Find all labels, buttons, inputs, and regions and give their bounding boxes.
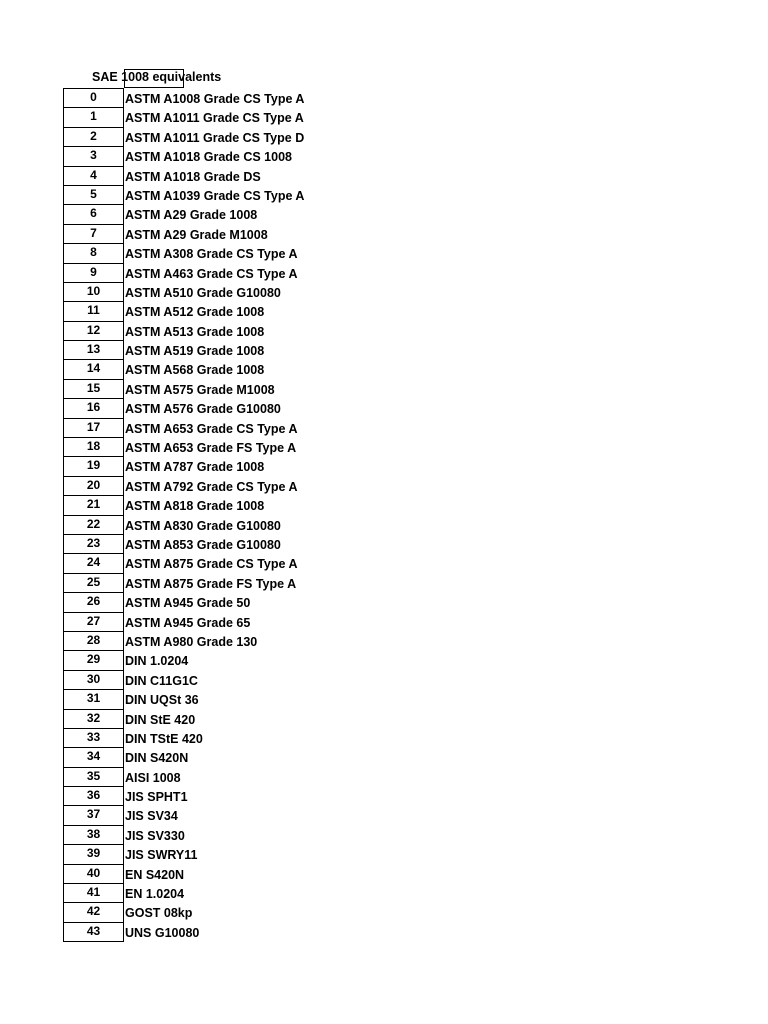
table-row xyxy=(63,805,363,824)
table-row xyxy=(63,437,363,456)
table-row xyxy=(63,612,363,631)
table-row xyxy=(63,573,363,592)
table-row xyxy=(63,340,363,359)
equivalent-name-cell[interactable]: ASTM A875 Grade FS Type A xyxy=(125,576,297,591)
equivalent-name-cell[interactable]: JIS SWRY11 xyxy=(125,848,198,863)
equivalent-name-cell[interactable]: ASTM A1008 Grade CS Type A xyxy=(125,92,305,106)
equivalent-name-cell[interactable]: ASTM A1011 Grade CS Type A xyxy=(125,111,304,126)
table-row xyxy=(63,185,363,204)
table-row xyxy=(63,88,363,107)
equivalent-name-cell[interactable]: ASTM A875 Grade CS Type A xyxy=(125,557,298,572)
equivalent-name-cell[interactable]: ASTM A945 Grade 65 xyxy=(125,615,251,630)
row-index-cell[interactable]: 31 xyxy=(63,689,124,709)
equivalent-name-cell[interactable]: DIN 1.0204 xyxy=(125,654,189,669)
table-row xyxy=(63,592,363,611)
row-index-cell[interactable]: 40 xyxy=(63,864,124,884)
equivalent-name-cell[interactable]: JIS SV34 xyxy=(125,809,178,824)
row-index-cell[interactable]: 30 xyxy=(63,670,124,690)
table-row xyxy=(63,204,363,223)
table-row xyxy=(63,146,363,165)
equivalent-name-cell[interactable]: ASTM A980 Grade 130 xyxy=(125,634,258,649)
equivalent-name-cell[interactable]: JIS SPHT1 xyxy=(125,790,188,805)
row-index-cell[interactable]: 17 xyxy=(63,418,124,438)
table-row xyxy=(63,767,363,786)
table-row xyxy=(63,359,363,378)
row-index-cell[interactable]: 29 xyxy=(63,650,124,670)
row-index-cell[interactable]: 23 xyxy=(63,534,124,554)
row-index-cell[interactable]: 39 xyxy=(63,844,124,864)
equivalent-name-cell[interactable]: ASTM A945 Grade 50 xyxy=(125,596,251,611)
row-index-cell[interactable]: 14 xyxy=(63,359,124,379)
table-row xyxy=(63,825,363,844)
table-row xyxy=(63,495,363,514)
equivalent-name-cell[interactable]: ASTM A512 Grade 1008 xyxy=(125,305,265,320)
table-row xyxy=(63,127,363,146)
row-index-cell[interactable]: 43 xyxy=(63,922,124,942)
row-index-cell[interactable]: 12 xyxy=(63,321,124,341)
row-index-cell[interactable]: 36 xyxy=(63,786,124,806)
equivalent-name-cell[interactable]: ASTM A1039 Grade CS Type A xyxy=(125,188,305,203)
row-index-cell[interactable]: 2 xyxy=(63,127,124,147)
row-index-cell[interactable]: 15 xyxy=(63,379,124,399)
table-row xyxy=(63,883,363,902)
equivalent-name-cell[interactable]: ASTM A1011 Grade CS Type D xyxy=(125,130,305,145)
equivalent-name-cell[interactable]: AISI 1008 xyxy=(125,770,181,785)
row-index-cell[interactable]: 21 xyxy=(63,495,124,515)
row-index-cell[interactable]: 42 xyxy=(63,902,124,922)
row-index-cell[interactable]: 32 xyxy=(63,709,124,729)
equivalent-name-cell[interactable]: ASTM A575 Grade M1008 xyxy=(125,382,275,397)
equivalent-name-cell[interactable]: UNS G10080 xyxy=(125,925,200,940)
equivalent-name-cell[interactable]: ASTM A510 Grade G10080 xyxy=(125,285,281,300)
selected-cell-outline[interactable] xyxy=(124,69,184,88)
equivalent-name-cell[interactable]: GOST 08kp xyxy=(125,906,193,921)
row-index-cell[interactable]: 18 xyxy=(63,437,124,457)
row-index-cell[interactable]: 10 xyxy=(63,282,124,302)
table-row xyxy=(63,786,363,805)
row-index-cell[interactable]: 24 xyxy=(63,553,124,573)
row-index-cell[interactable]: 4 xyxy=(63,166,124,186)
table-row xyxy=(63,243,363,262)
table-row xyxy=(63,728,363,747)
row-index-cell[interactable]: 5 xyxy=(63,185,124,205)
table-row xyxy=(63,902,363,921)
equivalent-name-cell[interactable]: DIN TStE 420 xyxy=(125,731,203,746)
sheet-title: SAE 1008 equivalents xyxy=(92,70,222,84)
row-index-cell[interactable]: 37 xyxy=(63,805,124,825)
table-row xyxy=(63,418,363,437)
table-row xyxy=(63,553,363,572)
table-row xyxy=(63,650,363,669)
row-index-cell[interactable]: 34 xyxy=(63,747,124,767)
equivalent-name-cell[interactable]: ASTM A818 Grade 1008 xyxy=(125,499,265,514)
row-index-cell[interactable]: 13 xyxy=(63,340,124,360)
row-index-cell[interactable]: 3 xyxy=(63,146,124,166)
equivalent-name-cell[interactable]: ASTM A513 Grade 1008 xyxy=(125,324,265,339)
table-row xyxy=(63,282,363,301)
row-index-cell[interactable]: 19 xyxy=(63,456,124,476)
row-index-cell[interactable]: 26 xyxy=(63,592,124,612)
table-row xyxy=(63,476,363,495)
equivalents-list xyxy=(63,88,363,941)
row-index-cell[interactable]: 38 xyxy=(63,825,124,845)
table-row xyxy=(63,670,363,689)
table-row xyxy=(63,844,363,863)
row-index-cell[interactable]: 8 xyxy=(63,243,124,263)
equivalent-name-cell[interactable]: ASTM A29 Grade M1008 xyxy=(125,227,268,242)
equivalent-name-cell[interactable]: ASTM A653 Grade CS Type A xyxy=(125,421,298,436)
row-index-cell[interactable]: 6 xyxy=(63,204,124,224)
equivalent-name-cell[interactable]: ASTM A830 Grade G10080 xyxy=(125,518,281,533)
row-index-cell[interactable]: 33 xyxy=(63,728,124,748)
table-row xyxy=(63,398,363,417)
table-row xyxy=(63,321,363,340)
table-row xyxy=(63,515,363,534)
row-index-cell[interactable]: 27 xyxy=(63,612,124,632)
equivalent-name-cell[interactable]: DIN StE 420 xyxy=(125,712,196,727)
equivalent-name-cell[interactable]: ASTM A787 Grade 1008 xyxy=(125,460,265,475)
equivalent-name-cell[interactable]: ASTM A792 Grade CS Type A xyxy=(125,479,298,494)
equivalent-name-cell[interactable]: ASTM A568 Grade 1008 xyxy=(125,363,265,378)
table-row xyxy=(63,456,363,475)
row-index-cell[interactable]: 25 xyxy=(63,573,124,593)
row-index-cell[interactable]: 9 xyxy=(63,263,124,283)
row-index-cell[interactable]: 1 xyxy=(63,107,124,127)
table-row xyxy=(63,224,363,243)
row-index-cell[interactable]: 0 xyxy=(63,88,124,108)
row-index-cell[interactable]: 22 xyxy=(63,515,124,535)
equivalent-name-cell[interactable]: DIN S420N xyxy=(125,751,189,766)
equivalent-name-cell[interactable]: ASTM A576 Grade G10080 xyxy=(125,402,281,417)
equivalent-name-cell[interactable]: DIN UQSt 36 xyxy=(125,693,199,708)
row-index-cell[interactable]: 11 xyxy=(63,301,124,321)
table-row xyxy=(63,166,363,185)
table-row xyxy=(63,747,363,766)
table-row xyxy=(63,107,363,126)
table-row xyxy=(63,864,363,883)
table-row xyxy=(63,631,363,650)
equivalent-name-cell[interactable]: DIN C11G1C xyxy=(125,673,198,688)
equivalent-name-cell[interactable]: ASTM A1018 Grade CS 1008 xyxy=(125,150,292,165)
row-index-cell[interactable]: 41 xyxy=(63,883,124,903)
equivalent-name-cell[interactable]: ASTM A308 Grade CS Type A xyxy=(125,247,298,262)
row-index-cell[interactable]: 35 xyxy=(63,767,124,787)
equivalent-name-cell[interactable]: EN 1.0204 xyxy=(125,887,185,902)
equivalent-name-cell[interactable]: ASTM A1018 Grade DS xyxy=(125,169,261,184)
table-row xyxy=(63,263,363,282)
equivalent-name-cell[interactable]: ASTM A519 Grade 1008 xyxy=(125,344,265,359)
equivalent-name-cell[interactable]: ASTM A463 Grade CS Type A xyxy=(125,266,298,281)
table-row xyxy=(63,301,363,320)
row-index-cell[interactable]: 7 xyxy=(63,224,124,244)
equivalent-name-cell[interactable]: ASTM A853 Grade G10080 xyxy=(125,537,281,552)
row-index-cell[interactable]: 28 xyxy=(63,631,124,651)
equivalent-name-cell[interactable]: ASTM A653 Grade FS Type A xyxy=(125,441,297,456)
table-row xyxy=(63,534,363,553)
row-index-cell[interactable]: 20 xyxy=(63,476,124,496)
table-row xyxy=(63,709,363,728)
equivalent-name-cell[interactable]: EN S420N xyxy=(125,867,185,882)
table-row xyxy=(63,689,363,708)
table-row xyxy=(63,379,363,398)
equivalent-name-cell[interactable]: JIS SV330 xyxy=(125,828,185,843)
equivalent-name-cell[interactable]: ASTM A29 Grade 1008 xyxy=(125,208,258,223)
table-row xyxy=(63,922,363,941)
row-index-cell[interactable]: 16 xyxy=(63,398,124,418)
